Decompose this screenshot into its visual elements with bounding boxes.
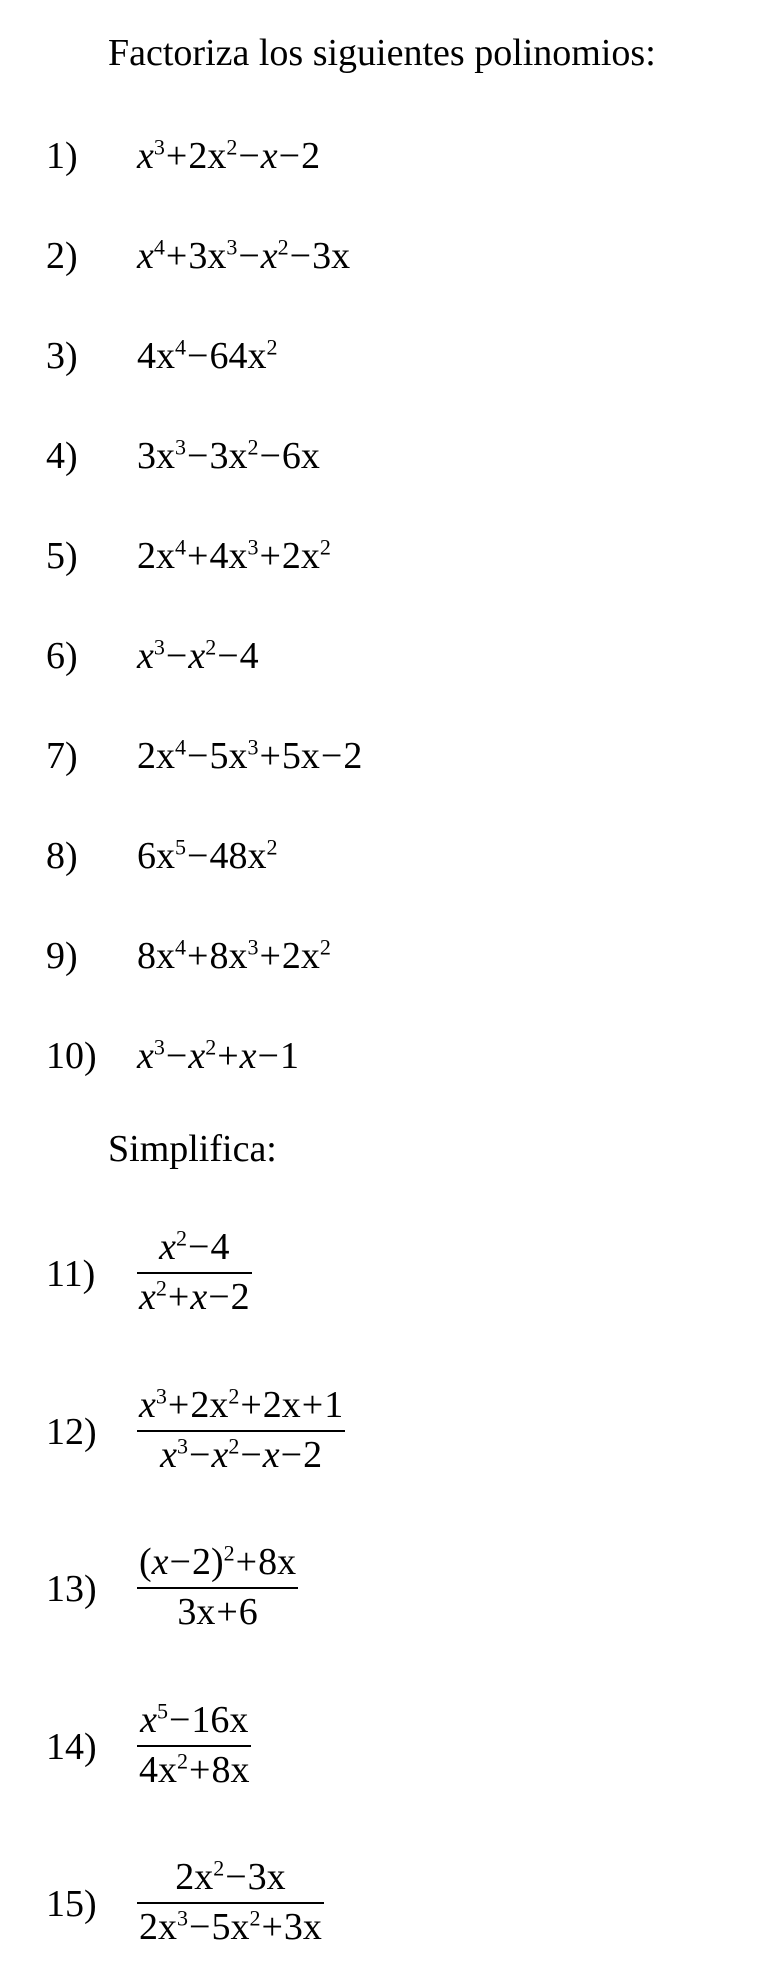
problem-number: 8) bbox=[46, 835, 78, 877]
polynomial: $x^3+2x^2-x-2$ bbox=[137, 134, 321, 177]
polynomial: $2x^4-5x^3+5x-2$ bbox=[137, 734, 363, 777]
numerator: $x^2-4$ bbox=[159, 1225, 230, 1268]
factor-heading: Factoriza los siguientes polinomios: bbox=[108, 32, 656, 74]
denominator: $4x^2+8x$ bbox=[139, 1748, 250, 1791]
fraction bbox=[137, 1225, 252, 1318]
polynomial: $x^3-x^2-4$ bbox=[137, 634, 259, 677]
polynomial: $6x^5-48x^2$ bbox=[137, 834, 278, 877]
problem-number: 5) bbox=[46, 535, 78, 577]
problem-number: 4) bbox=[46, 435, 78, 477]
fraction bbox=[137, 1383, 345, 1476]
problem-number: 6) bbox=[46, 635, 78, 677]
problem-number: 3) bbox=[46, 335, 78, 377]
polynomial: $x^4+3x^3-x^2-3x$ bbox=[137, 234, 351, 277]
numerator: $x^5-16x$ bbox=[140, 1698, 249, 1741]
problem-number: 1) bbox=[46, 135, 78, 177]
polynomial: $x^3-x^2+x-1$ bbox=[137, 1034, 299, 1077]
polynomial: $4x^4-64x^2$ bbox=[137, 334, 278, 377]
problem-number: 14) bbox=[46, 1726, 97, 1768]
numerator: $(x-2)^2+8x$ bbox=[139, 1540, 297, 1583]
numerator: $x^3+2x^2+2x+1$ bbox=[139, 1383, 344, 1426]
polynomial: $2x^4+4x^3+2x^2$ bbox=[137, 534, 331, 577]
problem-number: 15) bbox=[46, 1883, 97, 1925]
polynomial: $3x^3-3x^2-6x$ bbox=[137, 434, 320, 477]
problem-number: 11) bbox=[46, 1253, 96, 1295]
fraction bbox=[137, 1855, 324, 1948]
denominator: 3x+6 bbox=[177, 1590, 258, 1633]
simplify-heading: Simplifica: bbox=[108, 1128, 277, 1170]
numerator: $2x^2-3x$ bbox=[175, 1855, 286, 1898]
denominator: $x^3-x^2-x-2$ bbox=[160, 1433, 323, 1476]
problem-number: 13) bbox=[46, 1568, 97, 1610]
problem-number: 2) bbox=[46, 235, 78, 277]
fraction bbox=[137, 1698, 251, 1791]
denominator: $x^2+x-2$ bbox=[139, 1275, 250, 1318]
denominator: $2x^3-5x^2+3x$ bbox=[139, 1905, 322, 1948]
problem-number: 9) bbox=[46, 935, 78, 977]
polynomial: $8x^4+8x^3+2x^2$ bbox=[137, 934, 331, 977]
fraction bbox=[137, 1540, 298, 1633]
problem-number: 7) bbox=[46, 735, 78, 777]
problem-number: 10) bbox=[46, 1035, 97, 1077]
problem-number: 12) bbox=[46, 1411, 97, 1453]
